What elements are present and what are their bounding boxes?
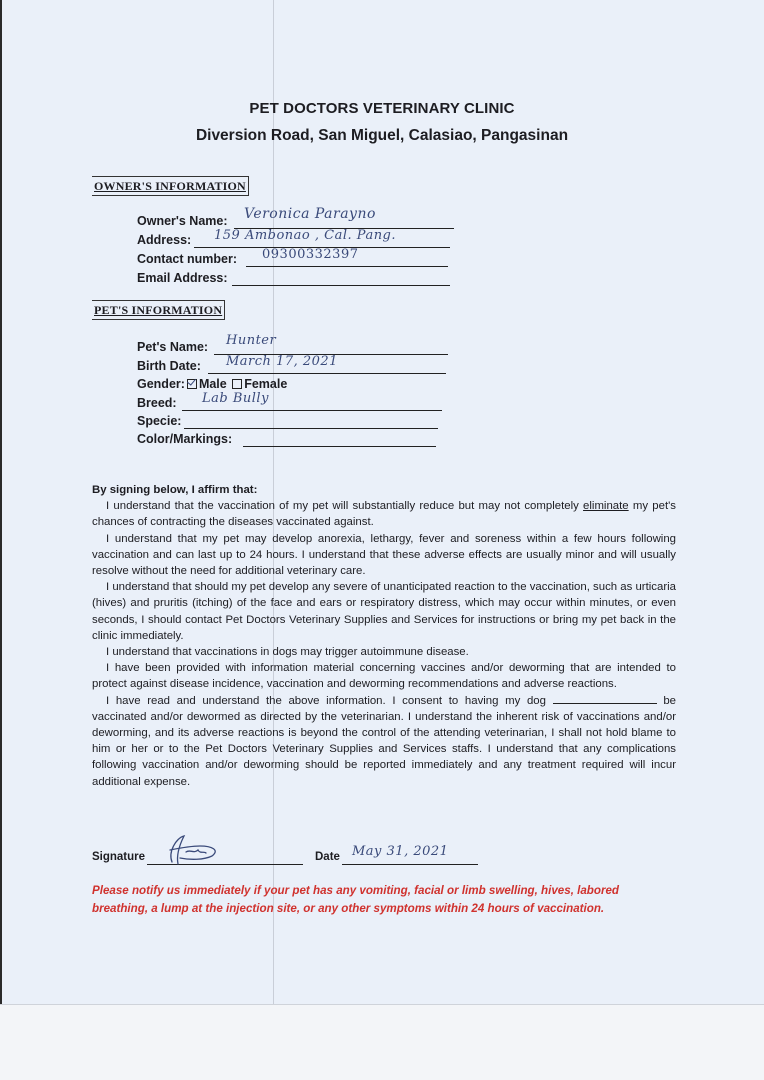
breed-line — [182, 410, 442, 411]
date-line — [342, 864, 478, 865]
clinic-name: PET DOCTORS VETERINARY CLINIC — [249, 100, 515, 117]
female-checkbox[interactable] — [232, 379, 242, 389]
contact-number-line — [246, 266, 448, 267]
male-option-label: Male — [198, 377, 227, 391]
color-markings-line — [243, 446, 436, 447]
document-header — [0, 100, 764, 145]
contact-number-label: Contact number: — [137, 252, 237, 266]
specie-line — [184, 428, 438, 429]
signature-label: Signature — [92, 851, 146, 863]
owner-name-value[interactable]: Veronica Parayno — [244, 206, 376, 222]
owner-address-label: Address: — [137, 233, 192, 247]
pet-name-value[interactable]: Hunter — [226, 333, 277, 348]
post-vaccination-notice: Please notify us immediately if your pet has any vomiting, facial or limb swelling, hives, labored breathing, a lump at the injection site, or any other symptoms within 24 hours of vaccination. — [92, 884, 620, 915]
affirmation-paragraph-6 — [92, 693, 676, 790]
signature-mark[interactable] — [150, 832, 240, 868]
affirmation-paragraph-3: I understand that should my pet develop any severe of unanticipated reaction to the vaccination, such as urticaria (hives) and pruritis (itching) of the face and ears or respiratory distress, which may occur within minutes, or even seconds, I should contact Pet Doctors Veterinary Supplies and Services for instructions or bring my pet back in the clinic immediately. — [92, 581, 676, 642]
affirmation-p1-underlined: eliminate — [583, 500, 629, 513]
birth-date-value[interactable]: March 17, 2021 — [226, 354, 338, 369]
breed-value[interactable]: Lab Bully — [202, 391, 269, 406]
contact-number-value[interactable]: 09300332397 — [262, 247, 359, 262]
affirmation-p1-text: I understand that the vaccination of my pet will substantially reduce but may not completely — [106, 500, 584, 513]
owner-name-label: Owner's Name: — [137, 214, 228, 228]
affirmation-p6-text: I have read and understand the above information. I consent to having my dog — [106, 694, 546, 707]
birth-date-line — [208, 373, 446, 374]
pet-section-title: PET'S INFORMATION — [92, 300, 225, 320]
affirmation-paragraph-5: I have been provided with information material concerning vaccines and/or deworming that are intended to protect against disease incidence, vaccination and deworming recommendations and adverse reactions. — [92, 662, 676, 691]
email-address-line — [232, 285, 450, 286]
email-address-label: Email Address: — [137, 271, 228, 285]
affirmation-p6-text-end: be vaccinated and/or dewormed as directed by the veterinarian. I understand the inherent risk of vaccinations and/or deworming, and its adverse reactions is beyond the control of the attending veterinarian, I shall not hold blame to him or her or to the Pet Doctors Veterinary Supplies and Services staffs. I understand that any complications following vaccination and/or deworming should be reported immediately and any treatment required will incur additional expense. — [92, 694, 676, 788]
page-bottom-edge — [0, 1004, 764, 1005]
affirmation-paragraph-4: I understand that vaccinations in dogs may trigger autoimmune disease. — [106, 646, 469, 659]
owner-address-value[interactable]: 159 Ambonao , Cal. Pang. — [214, 228, 397, 243]
clinic-address: Diversion Road, San Miguel, Calasiao, Pangasinan — [195, 127, 569, 144]
birth-date-label: Birth Date: — [137, 359, 201, 373]
breed-label: Breed: — [137, 396, 177, 410]
dog-name-blank[interactable] — [553, 693, 657, 704]
pet-name-label: Pet's Name: — [137, 340, 209, 354]
date-value[interactable]: May 31, 2021 — [352, 844, 449, 859]
female-option-label: Female — [244, 377, 288, 391]
affirmation-paragraph-1 — [92, 498, 676, 530]
affirmation-p1-text-end: my pet's chances of contracting the diseases vaccinated against. — [92, 500, 677, 529]
affirmation-paragraph-2: I understand that my pet may develop anorexia, lethargy, fever and soreness within a few hours following vaccination and can last up to 24 hours. I understand that these adverse effects are usually minor and will usually resolve without the need for additional veterinary care. — [92, 532, 676, 578]
specie-label: Specie: — [137, 414, 182, 428]
color-markings-label: Color/Markings: — [137, 432, 233, 446]
affirmation-block — [92, 482, 676, 790]
gender-label: Gender: — [137, 377, 185, 391]
owner-section-title: OWNER'S INFORMATION — [92, 176, 249, 196]
date-label: Date — [315, 851, 340, 863]
affirmation-title: By signing below, I affirm that: — [92, 484, 258, 496]
male-checkbox[interactable] — [187, 379, 197, 389]
